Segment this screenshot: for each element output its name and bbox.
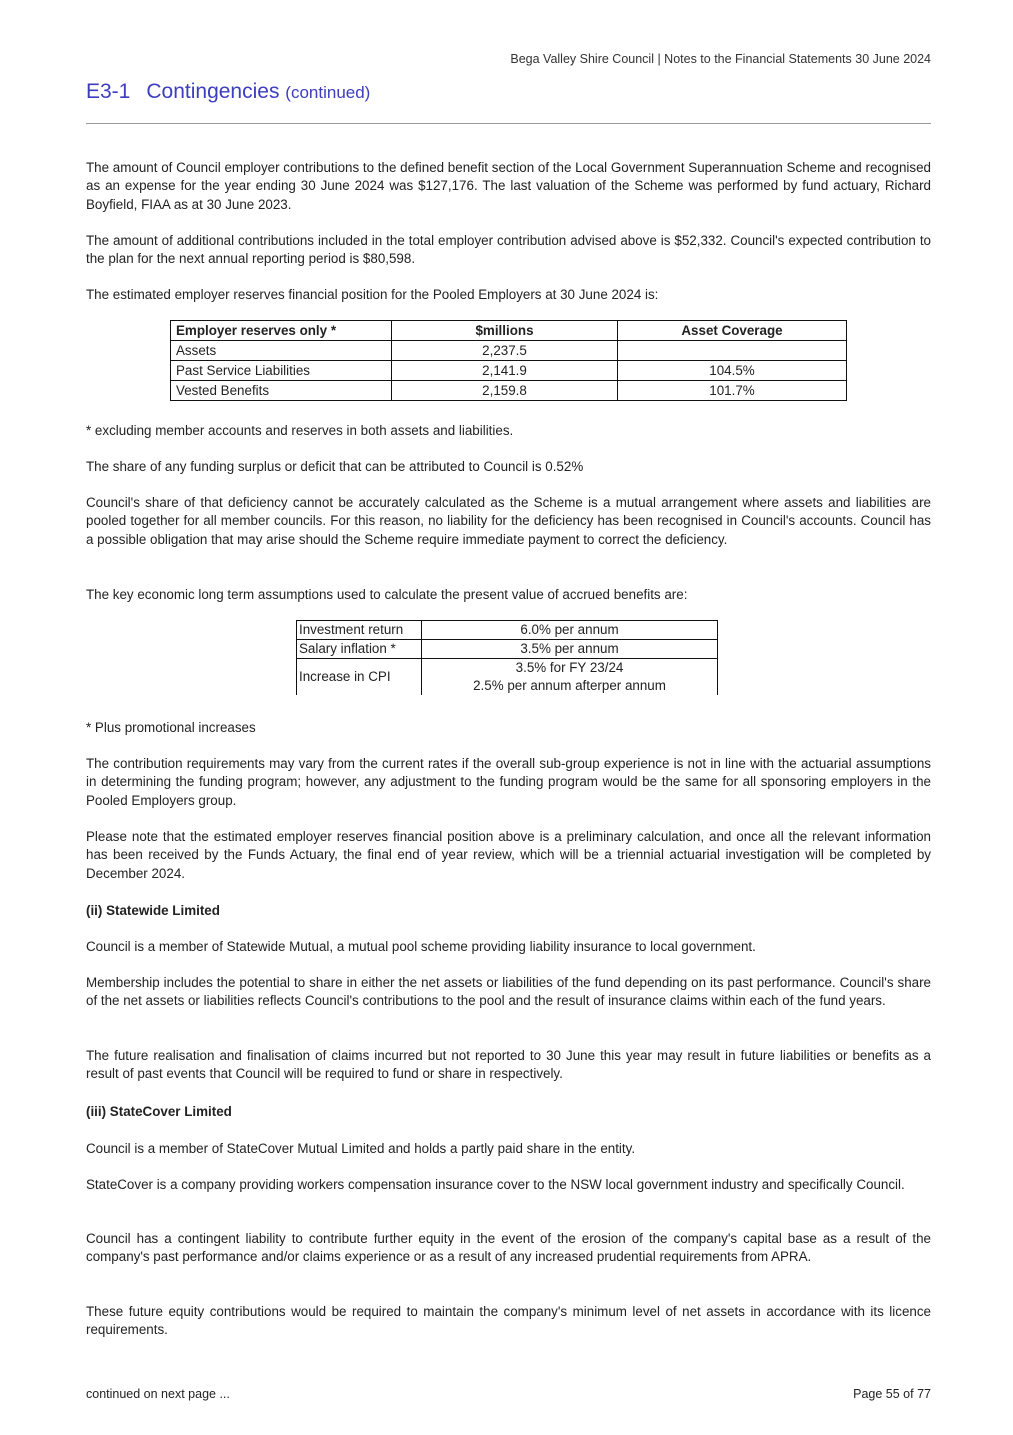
footnote-excluding-member-accounts: * excluding member accounts and reserves in both assets and liabilities.: [86, 423, 514, 438]
document-page: [86, 0, 931, 1435]
assumption-value: [422, 659, 718, 696]
assumption-label: Investment return: [297, 621, 422, 640]
table-row: [297, 640, 718, 659]
paragraph-assumptions-intro: The key economic long term assumptions used to calculate the present value of accrued benefits are:: [86, 587, 688, 602]
table-row: [171, 341, 847, 361]
section-continued-label: (continued): [285, 83, 371, 102]
table-row: [171, 381, 847, 401]
table-row: [297, 621, 718, 640]
employer-reserves-table: [170, 320, 847, 401]
footnote-promotional-increases: * Plus promotional increases: [86, 720, 256, 735]
assumption-label: Salary inflation *: [297, 640, 422, 659]
table-header-row: [171, 321, 847, 341]
paragraph-employer-contributions: The amount of Council employer contributions to the defined benefit section of the Local Government Superannuation Scheme and recognised as an expense for the year ending 30 June 2024 was $127,176. The last valuation of the Scheme was performed by fund actuary, Richard Boyfield, FIAA as at 30 June 2023.: [86, 160, 931, 212]
paragraph-deficiency: Council's share of that deficiency cannot be accurately calculated as the Scheme is a mutual arrangement where assets and liabilities are pooled together for all member councils. For this reason, no liability for the deficiency has been recognised in Council's accounts. Council has a possible obligation that may arise should the Scheme require immediate payment to correct the deficiency.: [86, 495, 931, 547]
assumption-value: 6.0% per annum: [422, 621, 718, 640]
paragraph-contribution-requirements: The contribution requirements may vary from the current rates if the overall sub-group experience is not in line with the actuarial assumptions in determining the funding program; however, any adjustment to the funding program would be the same for all sponsoring employers in the Pooled Employers group.: [86, 756, 931, 808]
subheading-statewide: (ii) Statewide Limited: [86, 903, 220, 918]
paragraph-statewide-member: Council is a member of Statewide Mutual, a mutual pool scheme providing liability insurance to local government.: [86, 939, 756, 954]
column-header: Employer reserves only *: [171, 321, 392, 341]
table-row: [297, 659, 718, 696]
paragraph-preliminary-calculation: Please note that the estimated employer reserves financial position above is a preliminary calculation, and once all the relevant information has been received by the Funds Actuary, the final end of year review, which will be a triennial actuarial investigation will be completed by December 2024.: [86, 829, 931, 881]
assumption-value-line: 2.5% per annum afterper annum: [473, 678, 666, 693]
paragraph-additional-contributions: The amount of additional contributions included in the total employer contribution advised above is $52,332. Council's expected contribution to the plan for the next annual reporting period is $80,598.: [86, 233, 931, 267]
economic-assumptions-table: [296, 620, 718, 695]
column-header: Asset Coverage: [618, 321, 847, 341]
section-heading: Contingencies: [146, 80, 280, 103]
assumption-label: Increase in CPI: [297, 659, 422, 696]
table-cell: Assets: [171, 341, 392, 361]
paragraph-statewide-membership: Membership includes the potential to share in either the net assets or liabilities of the fund depending on its past performance. Council's share of the net assets or liabilities reflects Council's contributions to the pool and the result of insurance claims within each of the fund years.: [86, 975, 931, 1009]
paragraph-statecover-contingent: Council has a contingent liability to contribute further equity in the event of the erosion of the company's capital base as a result of the company's past performance and/or claims experience or as a result of any increased prudential requirements from APRA.: [86, 1231, 931, 1265]
table-cell: 101.7%: [618, 381, 847, 401]
title-divider: [86, 123, 931, 124]
paragraph-statecover-member: Council is a member of StateCover Mutual Limited and holds a partly paid share in the entity.: [86, 1141, 636, 1156]
paragraph-reserves-intro: The estimated employer reserves financial position for the Pooled Employers at 30 June 2024 is:: [86, 287, 659, 302]
table-cell: 2,237.5: [392, 341, 618, 361]
table-cell: 2,159.8: [392, 381, 618, 401]
paragraph-statecover-equity: These future equity contributions would be required to maintain the company's minimum level of net assets in accordance with its licence requirements.: [86, 1304, 931, 1338]
subheading-statecover: (iii) StateCover Limited: [86, 1104, 232, 1119]
section-title: [86, 80, 370, 104]
page-number: Page 55 of 77: [853, 1387, 931, 1401]
table-cell: Vested Benefits: [171, 381, 392, 401]
paragraph-statecover-company: StateCover is a company providing workers compensation insurance cover to the NSW local government industry and specifically Council.: [86, 1177, 905, 1192]
table-cell: 2,141.9: [392, 361, 618, 381]
table-cell: Past Service Liabilities: [171, 361, 392, 381]
running-header: Bega Valley Shire Council | Notes to the Financial Statements 30 June 2024: [510, 52, 931, 66]
paragraph-funding-share: The share of any funding surplus or deficit that can be attributed to Council is 0.52%: [86, 459, 584, 474]
column-header: $millions: [392, 321, 618, 341]
paragraph-statewide-claims: The future realisation and finalisation of claims incurred but not reported to 30 June this year may result in future liabilities or benefits as a result of past events that Council will be required to fund or share in respectively.: [86, 1048, 931, 1082]
section-number: E3-1: [86, 80, 131, 103]
table-row: [171, 361, 847, 381]
assumption-value-line: 3.5% for FY 23/24: [515, 660, 624, 675]
footer-continued: continued on next page ...: [86, 1387, 230, 1401]
table-cell: 104.5%: [618, 361, 847, 381]
table-cell: [618, 341, 847, 361]
assumption-value: 3.5% per annum: [422, 640, 718, 659]
